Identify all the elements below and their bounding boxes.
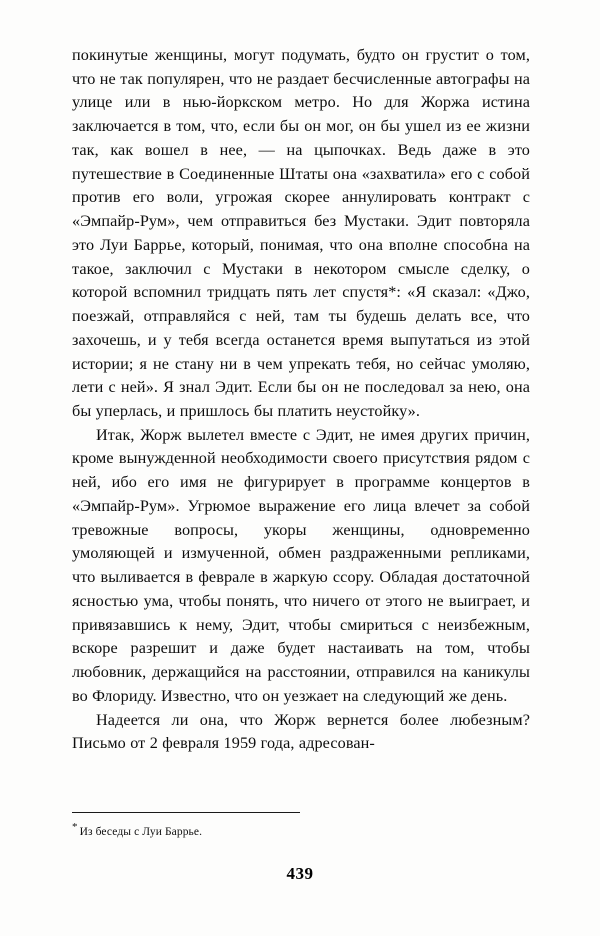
body-text-column xyxy=(72,44,530,756)
footnote-separator-rule xyxy=(72,812,300,813)
paragraph-2: Итак, Жорж вылетел вместе с Эдит, не имея других причин, кроме вынужденной необходимости своего присутствия рядом с ней, ибо его имя не фигурирует в программе концертов в «Эмпайр-Рум». Угрюмое выражение его лица влечет за собой тревожные вопросы, укоры женщины, одновременно умоляющей и измученной, обмен раздраженными репликами, что выливается в феврале в жаркую ссору. Обладая достаточной ясностью ума, чтобы понять, что ничего от этого не выиграет, и привязавшись к нему, Эдит, чтобы смириться с неизбежным, вскоре разрешит и даже будет настаивать на том, чтобы любовник, держащийся на расстоянии, отправился на каникулы во Флориду. Известно, что он уезжает на следующий же день. xyxy=(72,425,530,705)
page-number: 439 xyxy=(286,864,314,883)
footnote-area xyxy=(72,812,530,840)
footnote xyxy=(72,820,530,840)
footnote-text: Из беседы с Луи Баррье. xyxy=(79,825,203,838)
paragraph-1: покинутые женщины, могут подумать, будто он грустит о том, что не так популярен, что не раздает бесчисленные автографы на улице или в нью-йоркском метро. Но для Жоржа истина заключается в том, что, если бы он мог, он бы ушел из ее жизни так, как вошел в нее, — на цыпочках. Ведь даже в это путешествие в Соединенные Штаты она «захватила» его с собой против его воли, угрожая скорее аннулировать контракт с «Эмпайр-Рум», чем отправиться без Мустаки. Эдит повторяла это Луи Баррье, который, понимая, что она вполне способна на такое, заключил с Мустаки в некотором смысле сделку, о которой вспомнил тридцать пять лет спустя*: «Я сказал: «Джо, поезжай, отправляйся с ней, там ты будешь делать все, что захочешь, и у тебя всегда останется время выпутаться из этой истории; я не стану ни в чем упрекать тебя, но сейчас умоляю, лети с ней». Я знал Эдит. Если бы он не последовал за нею, она бы уперлась, и пришлось бы платить неустойку». xyxy=(72,46,530,421)
paragraph-3: Надеется ли она, что Жорж вернется более любезным? Письмо от 2 февраля 1959 года, адресован- xyxy=(72,710,530,753)
footnote-marker: * xyxy=(72,821,78,833)
